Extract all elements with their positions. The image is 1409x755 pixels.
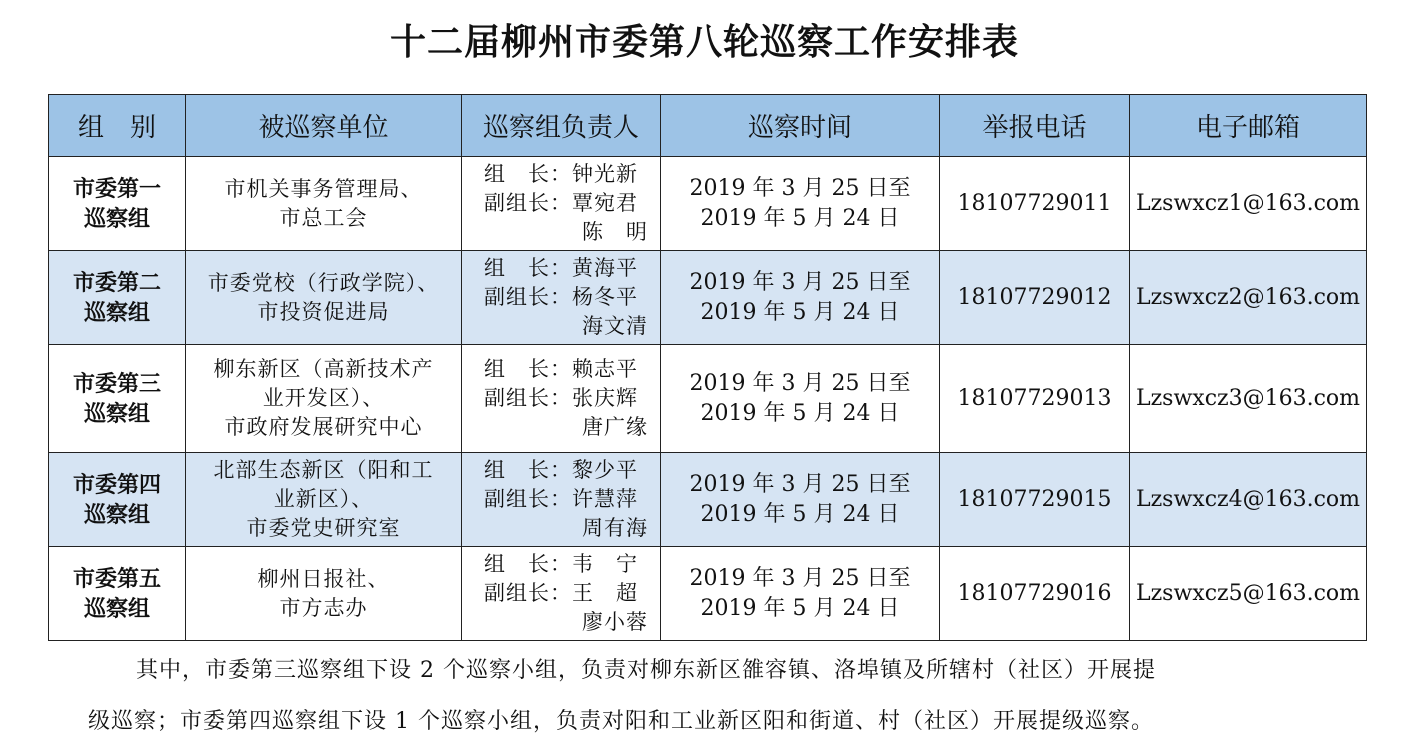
time-start: 2019 年 3 月 25 日至 — [689, 471, 911, 497]
leader-line: 副组长：许慧萍 — [484, 487, 638, 511]
group-line: 市委第五 — [72, 565, 161, 592]
header-phone: 举报电话 — [940, 95, 1130, 157]
group-cell — [49, 251, 186, 345]
group-line: 市委第四 — [72, 471, 161, 498]
unit-line: 柳州日报社、 — [257, 566, 390, 591]
leader-line: 廖小蓉 — [582, 610, 648, 634]
unit-cell — [186, 251, 462, 345]
unit-cell — [186, 547, 462, 641]
unit-line: 市委党校（行政学院）、 — [207, 270, 440, 295]
document-title: 十二届柳州市委第八轮巡察工作安排表 — [389, 21, 1019, 63]
unit-line: 柳东新区（高新技术产 — [213, 357, 434, 381]
header-time: 巡察时间 — [661, 95, 940, 157]
group-cell — [49, 157, 186, 251]
table-row — [49, 157, 1367, 251]
table-row — [49, 453, 1367, 547]
phone-cell: 18107729015 — [940, 453, 1130, 547]
time-cell — [661, 547, 940, 641]
unit-line: 北部生态新区（阳和工 — [213, 458, 434, 482]
unit-line: 市总工会 — [279, 205, 368, 230]
table-row — [49, 251, 1367, 345]
leader-line: 副组长：王 超 — [484, 581, 638, 605]
phone-cell: 18107729016 — [940, 547, 1130, 641]
phone-cell: 18107729012 — [940, 251, 1130, 345]
email-cell: Lzswxcz3@163.com — [1130, 345, 1367, 453]
time-end: 2019 年 5 月 24 日 — [700, 299, 900, 325]
leaders-cell — [462, 345, 661, 453]
leader-line: 组 长：韦 宁 — [484, 552, 638, 576]
time-cell — [661, 345, 940, 453]
leaders-cell — [462, 547, 661, 641]
phone-cell: 18107729011 — [940, 157, 1130, 251]
header-group: 组 别 — [49, 95, 186, 157]
leader-line: 组 长：钟光新 — [484, 162, 638, 186]
group-line: 巡察组 — [83, 205, 150, 232]
table-header-row — [49, 95, 1367, 157]
time-start: 2019 年 3 月 25 日至 — [689, 565, 911, 591]
inspection-schedule-table — [48, 94, 1367, 641]
unit-line: 市方志办 — [279, 595, 368, 620]
leader-line: 唐广缘 — [582, 415, 648, 439]
time-end: 2019 年 5 月 24 日 — [700, 501, 900, 527]
unit-line: 市政府发展研究中心 — [224, 415, 423, 439]
group-cell — [49, 345, 186, 453]
leader-line: 组 长：黎少平 — [484, 458, 638, 482]
leader-line: 副组长：杨冬平 — [484, 285, 638, 309]
header-unit: 被巡察单位 — [186, 95, 462, 157]
email-cell: Lzswxcz5@163.com — [1130, 547, 1367, 641]
time-start: 2019 年 3 月 25 日至 — [689, 175, 911, 201]
leader-line: 组 长：赖志平 — [484, 357, 638, 381]
unit-line: 业新区）、 — [273, 487, 374, 511]
table-row — [49, 547, 1367, 641]
time-start: 2019 年 3 月 25 日至 — [689, 269, 911, 295]
leaders-cell — [462, 453, 661, 547]
time-end: 2019 年 5 月 24 日 — [700, 205, 900, 231]
group-line: 巡察组 — [83, 400, 150, 427]
leaders-cell — [462, 251, 661, 345]
phone-cell: 18107729013 — [940, 345, 1130, 453]
email-cell: Lzswxcz4@163.com — [1130, 453, 1367, 547]
group-line: 巡察组 — [83, 501, 150, 528]
header-leaders: 巡察组负责人 — [462, 95, 661, 157]
group-line: 市委第三 — [72, 370, 161, 397]
group-line: 市委第二 — [72, 269, 161, 296]
leader-line: 副组长：覃宛君 — [484, 191, 638, 215]
leader-line: 副组长：张庆辉 — [484, 386, 638, 410]
unit-line: 市机关事务管理局、 — [224, 176, 423, 201]
table-row — [49, 345, 1367, 453]
unit-cell — [186, 345, 462, 453]
group-line: 市委第一 — [72, 175, 161, 202]
unit-cell — [186, 453, 462, 547]
header-email: 电子邮箱 — [1130, 95, 1367, 157]
email-cell: Lzswxcz2@163.com — [1130, 251, 1367, 345]
leader-line: 海文清 — [582, 314, 648, 338]
leader-line: 陈 明 — [582, 220, 648, 244]
unit-line: 市投资促进局 — [257, 299, 390, 324]
time-cell — [661, 453, 940, 547]
group-line: 巡察组 — [83, 595, 150, 622]
footnote-line: 其中，市委第三巡察组下设 2 个巡察小组，负责对柳东新区雒容镇、洛埠镇及所辖村（社区）开展提 — [136, 658, 1156, 683]
unit-line: 市委党史研究室 — [246, 516, 401, 540]
time-cell — [661, 157, 940, 251]
group-cell — [49, 547, 186, 641]
leader-line: 周有海 — [582, 516, 648, 540]
leader-line: 组 长：黄海平 — [484, 256, 638, 280]
group-cell — [49, 453, 186, 547]
leaders-cell — [462, 157, 661, 251]
group-line: 巡察组 — [83, 299, 150, 326]
unit-line: 业开发区）、 — [262, 386, 385, 410]
time-cell — [661, 251, 940, 345]
unit-cell — [186, 157, 462, 251]
footnote-line: 级巡察；市委第四巡察组下设 1 个巡察小组，负责对阳和工业新区阳和街道、村（社区）开展提级巡察。 — [88, 709, 1154, 734]
time-start: 2019 年 3 月 25 日至 — [689, 370, 911, 396]
email-cell: Lzswxcz1@163.com — [1130, 157, 1367, 251]
time-end: 2019 年 5 月 24 日 — [700, 595, 900, 621]
time-end: 2019 年 5 月 24 日 — [700, 400, 900, 426]
